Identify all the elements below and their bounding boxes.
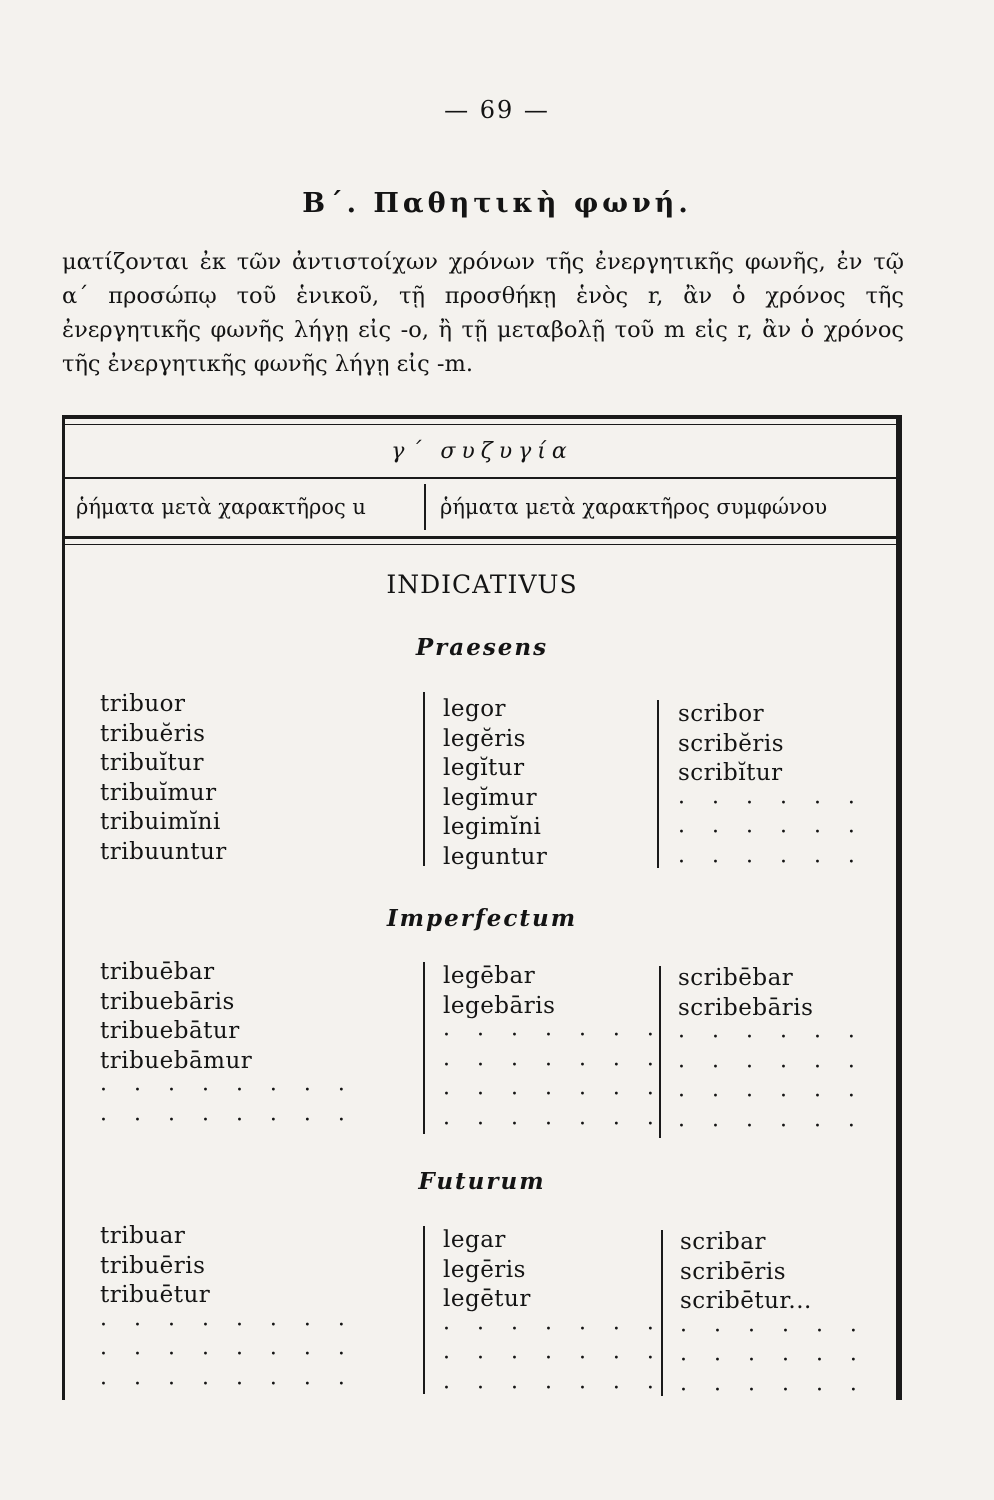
- ellipsis-dots: · · · · · ·: [678, 1054, 865, 1080]
- ellipsis-dots: · · · · · · ·: [443, 1082, 664, 1107]
- verb-column: [678, 700, 865, 877]
- verb-column: [100, 690, 227, 867]
- mood-title: INDICATIVUS: [386, 570, 578, 599]
- section-heading: Β΄. Παθητικὴ φωνή.: [302, 188, 692, 219]
- ellipsis-dots: · · · · · ·: [680, 1318, 867, 1344]
- verb-form: scribor: [678, 701, 765, 727]
- verb-form: tribuētur: [100, 1282, 211, 1308]
- verb-column: [678, 964, 865, 1141]
- ellipsis-dots: · · · · · ·: [678, 1084, 865, 1109]
- verb-form: tribuebāmur: [100, 1047, 253, 1074]
- ellipsis-dots: · · · · · · · ·: [100, 1078, 355, 1103]
- ellipsis-dots: · · · · · · ·: [443, 1316, 664, 1342]
- verb-form: tribuebātur: [100, 1018, 240, 1044]
- verb-form: tribuimĭni: [100, 809, 221, 835]
- verb-form: scribēris: [680, 1258, 787, 1285]
- ellipsis-dots: · · · · · ·: [680, 1348, 867, 1373]
- verb-form: tribuebāris: [100, 988, 235, 1015]
- verb-form: legar: [443, 1227, 506, 1253]
- verb-form: legor: [443, 696, 507, 722]
- verb-form: scribētur...: [680, 1288, 812, 1314]
- ellipsis-dots: · · · · · ·: [678, 820, 865, 845]
- ellipsis-dots: · · · · · ·: [678, 1025, 865, 1050]
- verb-form: tribuor: [100, 691, 186, 717]
- column-divider: [423, 962, 425, 1134]
- verb-column: [100, 1222, 355, 1399]
- header-rule-thin: [62, 544, 902, 545]
- column-divider: [423, 1226, 425, 1394]
- column-divider: [657, 700, 659, 868]
- tense-title: Futurum: [418, 1168, 546, 1195]
- ellipsis-dots: · · · · · · ·: [443, 1023, 664, 1048]
- header-right: ῥήματα μετὰ χαρακτῆρος συμφώνου: [440, 495, 828, 519]
- ellipsis-dots: · · · · · · ·: [443, 1052, 664, 1078]
- ellipsis-dots: · · · · · ·: [678, 849, 865, 875]
- ellipsis-dots: · · · · · · · ·: [100, 1107, 355, 1133]
- tense-title: Praesens: [415, 634, 549, 661]
- ellipsis-dots: · · · · · · · ·: [100, 1371, 355, 1397]
- verb-form: tribuar: [100, 1223, 186, 1249]
- verb-column: [443, 962, 664, 1139]
- group-title-rule: [62, 477, 902, 479]
- verb-form: tribuēris: [100, 1252, 206, 1279]
- ellipsis-dots: · · · · · · ·: [443, 1111, 664, 1137]
- verb-form: legimĭni: [443, 814, 542, 840]
- verb-column: [100, 958, 355, 1135]
- ellipsis-dots: · · · · · · · ·: [100, 1342, 355, 1367]
- verb-form: scribebāris: [678, 994, 814, 1021]
- verb-form: legēbar: [443, 963, 536, 989]
- verb-column: [680, 1228, 867, 1405]
- verb-form: legētur: [443, 1286, 531, 1312]
- header-rule: [62, 536, 902, 539]
- verb-form: scribar: [680, 1229, 766, 1255]
- verb-column: [443, 1226, 664, 1403]
- verb-form: scribēbar: [678, 965, 794, 991]
- ellipsis-dots: · · · · · ·: [680, 1377, 867, 1403]
- verb-form: tribuĭtur: [100, 750, 205, 776]
- verb-form: legebāris: [443, 992, 556, 1019]
- tense-title: Imperfectum: [386, 905, 578, 932]
- verb-form: scribĭtur: [678, 760, 783, 786]
- intro-paragraph: ματίζονται ἐκ τῶν ἀντιστοίχων χρόνων τῆς ἐνεργητικῆς φωνῆς, ἐν τῷ α΄ προσώπῳ τοῦ ἑνικοῦ, τῇ προσθήκῃ ἑνὸς r, ἂν ὁ χρόνος τῆς ἐνεργητικῆς φωνῆς λήγῃ εἰς -ο, ἢ τῇ μεταβολῇ τοῦ m εἰς r, ἂν ὁ χρόνος τῆς ἐνεργητικῆς φωνῆς λήγῃ εἰς -m.: [62, 249, 904, 377]
- ellipsis-dots: · · · · · · ·: [443, 1346, 664, 1371]
- verb-form: tribuuntur: [100, 838, 227, 865]
- verb-form: legĭtur: [443, 755, 525, 781]
- ellipsis-dots: · · · · · ·: [678, 1113, 865, 1139]
- verb-form: legĕris: [443, 725, 526, 752]
- table-top-rule-thin: [62, 424, 902, 425]
- ellipsis-dots: · · · · · · ·: [443, 1375, 664, 1401]
- verb-form: tribuĕris: [100, 720, 206, 747]
- ellipsis-dots: · · · · · · · ·: [100, 1312, 355, 1338]
- ellipsis-dots: · · · · · ·: [678, 790, 865, 816]
- verb-form: leguntur: [443, 843, 548, 870]
- verb-column: [443, 695, 547, 872]
- verb-form: scribĕris: [678, 730, 785, 757]
- header-left: ῥήματα μετὰ χαρακτῆρος u: [76, 495, 366, 519]
- verb-form: legēris: [443, 1256, 526, 1283]
- verb-form: tribuēbar: [100, 959, 215, 985]
- verb-form: tribuĭmur: [100, 779, 217, 806]
- header-divider: [424, 484, 426, 530]
- verb-form: legĭmur: [443, 784, 538, 811]
- column-divider: [423, 692, 425, 866]
- conjugation-group-title: γ΄ συζυγία: [391, 439, 573, 464]
- table-top-rule: [62, 415, 902, 419]
- page-number: — 69 —: [444, 96, 550, 124]
